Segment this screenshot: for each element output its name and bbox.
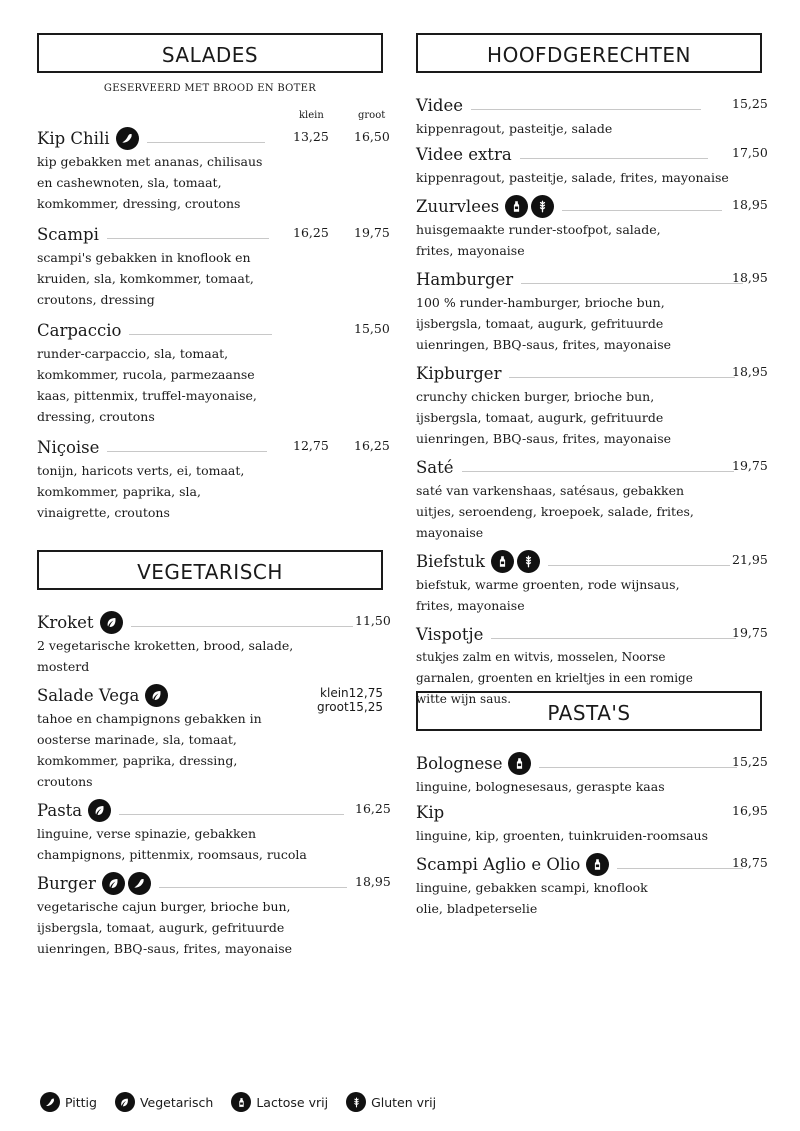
item-price-small: 13,25 bbox=[293, 129, 329, 144]
item-description: scampi's gebakken in knoflook en kruiden, sla, komkommer, tomaat, croutons, dressing bbox=[37, 250, 254, 307]
leaf-icon bbox=[102, 872, 125, 895]
menu-item-scampi bbox=[37, 222, 390, 310]
item-description: saté van varkenshaas, satésaus, gebakken uitjes, seroendeng, kroepoek, salade, frites, mayonaise bbox=[416, 483, 694, 540]
menu-item-kipburger bbox=[416, 361, 768, 449]
chili-icon bbox=[128, 872, 151, 895]
menu-item-sate bbox=[416, 455, 768, 543]
menu-item-pasta bbox=[37, 798, 391, 865]
item-price: 16,95 bbox=[732, 803, 768, 818]
item-name: Scampi bbox=[37, 224, 99, 244]
item-name: Scampi Aglio e Olio bbox=[416, 854, 581, 874]
item-price: 18,75 bbox=[732, 855, 768, 870]
item-description: 100 % runder-hamburger, brioche bun, ijsbergsla, tomaat, augurk, gefrituurde uienringen, BBQ-saus, frites, mayonaise bbox=[416, 295, 672, 352]
item-price-small: 16,25 bbox=[293, 225, 329, 240]
legend-pittig bbox=[40, 1092, 97, 1112]
hoofdgerechten-section bbox=[416, 33, 768, 710]
lactose-free-icon bbox=[231, 1092, 251, 1112]
item-price-small: 12,75 bbox=[293, 438, 329, 453]
item-name: Vispotje bbox=[416, 624, 484, 644]
menu-item-scampi-aglio-e-olio bbox=[416, 852, 768, 919]
menu-item-salade-vega bbox=[37, 683, 383, 792]
menu-item-kip-chili bbox=[37, 126, 390, 214]
item-name: Salade Vega bbox=[37, 685, 140, 705]
menu-item-hamburger bbox=[416, 267, 768, 355]
item-price: 18,95 bbox=[732, 270, 768, 285]
item-price: 16,25 bbox=[355, 801, 391, 816]
item-description: linguine, verse spinazie, gebakken champignons, pittenmix, roomsaus, rucola bbox=[37, 826, 307, 862]
item-price: 18,95 bbox=[355, 874, 391, 889]
item-description: linguine, gebakken scampi, knoflook olie, bladpeterselie bbox=[416, 880, 648, 916]
legend-label: Pittig bbox=[65, 1094, 97, 1110]
item-price: 18,95 bbox=[732, 197, 768, 212]
gluten-free-icon bbox=[517, 550, 540, 573]
menu-item-burger bbox=[37, 871, 391, 959]
item-name: Kip Chili bbox=[37, 128, 110, 148]
leaf-icon bbox=[145, 684, 168, 707]
item-name: Bolognese bbox=[416, 753, 503, 773]
leaf-icon bbox=[115, 1092, 135, 1112]
vegetarisch-section bbox=[37, 550, 391, 959]
item-price: 19,75 bbox=[732, 625, 768, 640]
allergen-legend bbox=[40, 1092, 454, 1112]
item-description: vegetarische cajun burger, brioche bun, ijsbergsla, tomaat, augurk, gefrituurde uienringen, BBQ-saus, frites, mayonaise bbox=[37, 899, 293, 956]
lactose-free-icon bbox=[505, 195, 528, 218]
legend-lactose bbox=[231, 1092, 328, 1112]
item-name: Pasta bbox=[37, 800, 83, 820]
item-description: 2 vegetarische kroketten, brood, salade, mosterd bbox=[37, 638, 294, 674]
item-description: crunchy chicken burger, brioche bun, ijsbergsla, tomaat, augurk, gefrituurde uienringen, BBQ-saus, frites, mayonaise bbox=[416, 389, 672, 446]
hoofdgerechten-heading: HOOFDGERECHTEN bbox=[416, 33, 762, 73]
item-description: kippenragout, pasteitje, salade bbox=[416, 121, 613, 136]
menu-item-biefstuk bbox=[416, 549, 768, 616]
item-description: tonijn, haricots verts, ei, tomaat, komkommer, paprika, sla, vinaigrette, croutons bbox=[37, 463, 245, 520]
legend-gluten bbox=[346, 1092, 436, 1112]
size-small-label: klein bbox=[299, 110, 324, 121]
legend-label: Gluten vrij bbox=[371, 1094, 437, 1110]
item-price: 15,25 bbox=[732, 96, 768, 111]
gluten-free-icon bbox=[346, 1092, 366, 1112]
leaf-icon bbox=[88, 799, 111, 822]
item-price: 19,75 bbox=[732, 458, 768, 473]
size-header bbox=[37, 110, 386, 124]
menu-item-carpaccio bbox=[37, 318, 390, 427]
item-price: 11,50 bbox=[355, 613, 391, 628]
menu-item-kroket bbox=[37, 610, 391, 677]
item-name: Kipburger bbox=[416, 363, 502, 383]
item-description: kippenragout, pasteitje, salade, frites, mayonaise bbox=[416, 170, 729, 185]
menu-item-videe-extra bbox=[416, 142, 768, 188]
item-name: Niçoise bbox=[37, 437, 100, 457]
salades-subtitle: GESERVEERD MET BROOD EN BOTER bbox=[103, 83, 317, 94]
item-name: Hamburger bbox=[416, 269, 514, 289]
menu-item-videe bbox=[416, 93, 768, 139]
item-description: kip gebakken met ananas, chilisaus en cashewnoten, sla, tomaat, komkommer, dressing, croutons bbox=[37, 154, 263, 211]
item-name: Biefstuk bbox=[416, 551, 485, 571]
chili-icon bbox=[116, 127, 139, 150]
item-price: 18,95 bbox=[732, 364, 768, 379]
item-description: linguine, bolognesesaus, geraspte kaas bbox=[416, 779, 665, 794]
item-price: 21,95 bbox=[732, 552, 768, 567]
gluten-free-icon bbox=[531, 195, 554, 218]
lactose-free-icon bbox=[508, 752, 531, 775]
lactose-free-icon bbox=[491, 550, 514, 573]
legend-label: Vegetarisch bbox=[139, 1094, 214, 1110]
item-price-large: 15,50 bbox=[354, 321, 390, 336]
chili-icon bbox=[40, 1092, 60, 1112]
menu-item-zuurvlees bbox=[416, 194, 768, 261]
item-name: Zuurvlees bbox=[416, 196, 500, 216]
item-description: linguine, kip, groenten, tuinkruiden-roomsaus bbox=[416, 828, 708, 843]
item-name: Saté bbox=[416, 457, 454, 477]
item-name: Kroket bbox=[37, 612, 94, 632]
item-price: 17,50 bbox=[732, 145, 768, 160]
pastas-heading: PASTA'S bbox=[416, 691, 762, 731]
item-description: runder-carpaccio, sla, tomaat, komkommer, rucola, parmezaanse kaas, pittenmix, truffel-mayonaise, dressing, croutons bbox=[37, 346, 257, 424]
item-name: Carpaccio bbox=[37, 320, 122, 340]
item-description: tahoe en champignons gebakken in oosterse marinade, sla, tomaat, komkommer, paprika, dressing, croutons bbox=[37, 711, 262, 789]
salades-heading: SALADES bbox=[37, 33, 383, 73]
vegetarisch-heading: VEGETARISCH bbox=[37, 550, 383, 590]
salades-section bbox=[37, 33, 390, 523]
item-price: klein12,75 groot15,25 bbox=[316, 686, 383, 714]
menu-item-kip-pasta bbox=[416, 800, 768, 846]
item-price-large: 19,75 bbox=[354, 225, 390, 240]
menu-item-bolognese bbox=[416, 751, 768, 797]
item-description: huisgemaakte runder-stoofpot, salade, frites, mayonaise bbox=[416, 222, 661, 258]
item-description: stukjes zalm en witvis, mosselen, Noorse garnalen, groenten en krieltjes in een romige witte wijn saus. bbox=[416, 650, 693, 706]
item-name: Videe bbox=[416, 95, 463, 115]
legend-vegetarisch bbox=[115, 1092, 213, 1112]
leaf-icon bbox=[100, 611, 123, 634]
legend-label: Lactose vrij bbox=[256, 1094, 329, 1110]
item-name: Burger bbox=[37, 873, 96, 893]
item-price-large: 16,25 bbox=[354, 438, 390, 453]
item-price-large: 16,50 bbox=[354, 129, 390, 144]
lactose-free-icon bbox=[586, 853, 609, 876]
pastas-section bbox=[416, 691, 768, 919]
size-large-label: groot bbox=[358, 110, 386, 121]
item-description: biefstuk, warme groenten, rode wijnsaus, frites, mayonaise bbox=[416, 577, 680, 613]
item-price: 15,25 bbox=[732, 754, 768, 769]
menu-item-nicoise bbox=[37, 435, 390, 523]
item-name: Kip bbox=[416, 802, 445, 822]
item-name: Videe extra bbox=[416, 144, 512, 164]
